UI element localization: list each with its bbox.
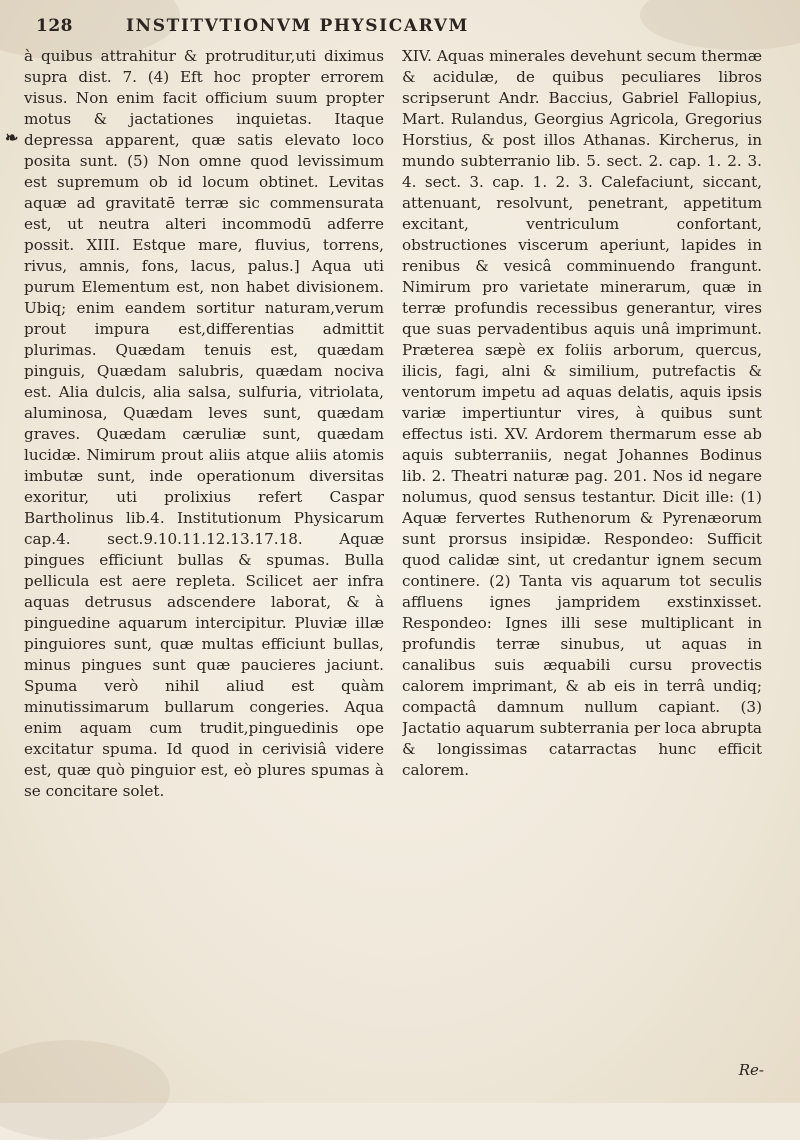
running-title: INSTITVTIONVM PHYSICARVM xyxy=(126,16,469,36)
catchword: Re- xyxy=(738,1061,764,1079)
left-column xyxy=(24,46,384,1086)
right-column xyxy=(402,46,762,1086)
page-number: 128 xyxy=(36,16,73,36)
page-header xyxy=(36,14,770,38)
right-column-text: XIV. Aquas minerales devehunt secum thermæ & acidulæ, de quibus peculiares libros scripserunt Andr. Baccius, Gabriel Fallopius, Mart. Rulandus, Georgius Agricola, Gregorius Horstius, & post illos Athanas. Kircherus, in mundo subterranio lib. 5. sect. 2. cap. 1. 2. 3. 4. sect. 3. cap. 1. 2. 3. Calefaciunt, siccant, attenuant, resolvunt, penetrant, appetitum excitant, ventriculum confortant, obstructiones viscerum aperiunt, lapides in renibus & vesicâ comminuendo frangunt. Nimirum pro varietate minerarum, quæ in terræ profundis recessibus generantur, vires que suas pervadentibus aquis unâ imprimunt. Præterea sæpè ex foliis arborum, quercus, ilicis, fagi, alni & similium, putrefactis & ventorum impetu ad aquas delatis, aquis ipsis variæ impertiuntur vires, à quibus sunt effectus isti. XV. Ardorem thermarum esse ab aquis subterraniis, negat Johannes Bodinus lib. 2. Theatri naturæ pag. 201. Nos id negare nolumus, quod sensus testantur. Dicit ille: (1) Aquæ fervertes Ruthenorum & Pyrenæorum sunt prorsus insipidæ. Respondeo: Sufficit quod calidæ sint, ut credantur ignem secum continere. (2) Tanta vis aquarum tot seculis affluens ignes jampridem exstinxisset. Respondeo: Ignes illi sese multiplicant in profundis terræ sinubus, ut aquas in canalibus suis æquabili cursu provectis calorem imprimant, & ab eis in terrâ undiq; compactâ damnum nullum capiant. (3) Jactatio aquarum subterrania per loca abrupta & longissimas catarractas hunc efficit calorem. xyxy=(402,47,762,779)
left-column-text: à quibus attrahitur & protruditur,uti diximus supra dist. 7. (4) Eft hoc propter errorem visus. Non enim facit officium suum propter motus & jactationes inquietas. Itaque depressa apparent, quæ satis elevato loco posita sunt. (5) Non omne quod levissimum est supremum ob id locum obtinet. Levitas aquæ ad gravitatē terræ sic commensurata est, ut neutra alteri incommodū adferre possit. XIII. Estque mare, fluvius, torrens, rivus, amnis, fons, lacus, palus.] Aqua uti purum Elementum est, non habet divisionem. Ubiq; enim eandem sortitur naturam,verum prout impura est,differentias admittit plurimas. Quædam tenuis est, quædam pinguis, Quædam salubris, quædam nociva est. Alia dulcis, alia salsa, sulfuria, vitriolata, aluminosa, Quædam leves sunt, quædam graves. Quædam cæruliæ sunt, quædam lucidæ. Nimirum prout aliis atque aliis atomis imbutæ sunt, inde operationum diversitas exoritur, uti prolixius refert Caspar Bartholinus lib.4. Institutionum Physicarum cap.4. sect.9.10.11.12.13.17.18. Aquæ pingues efficiunt bullas & spumas. Bulla pellicula est aere repleta. Scilicet aer infra aquas detrusus adscendere laborat, & à pinguedine aquarum intercipitur. Pluviæ illæ pinguiores sunt, quæ multas efficiunt bullas, minus pingues sunt quæ paucieres jaciunt. Spuma verò nihil aliud est quàm minutissimarum bullarum congeries. Aqua enim aquam cum trudit,pinguedinis ope excitatur spuma. Id quod in cerivisiâ videre est, quæ quò pinguior est, eò plures spumas à se concitare solet. xyxy=(24,47,384,800)
marginal-pointer-mark: ❧ xyxy=(5,128,19,147)
